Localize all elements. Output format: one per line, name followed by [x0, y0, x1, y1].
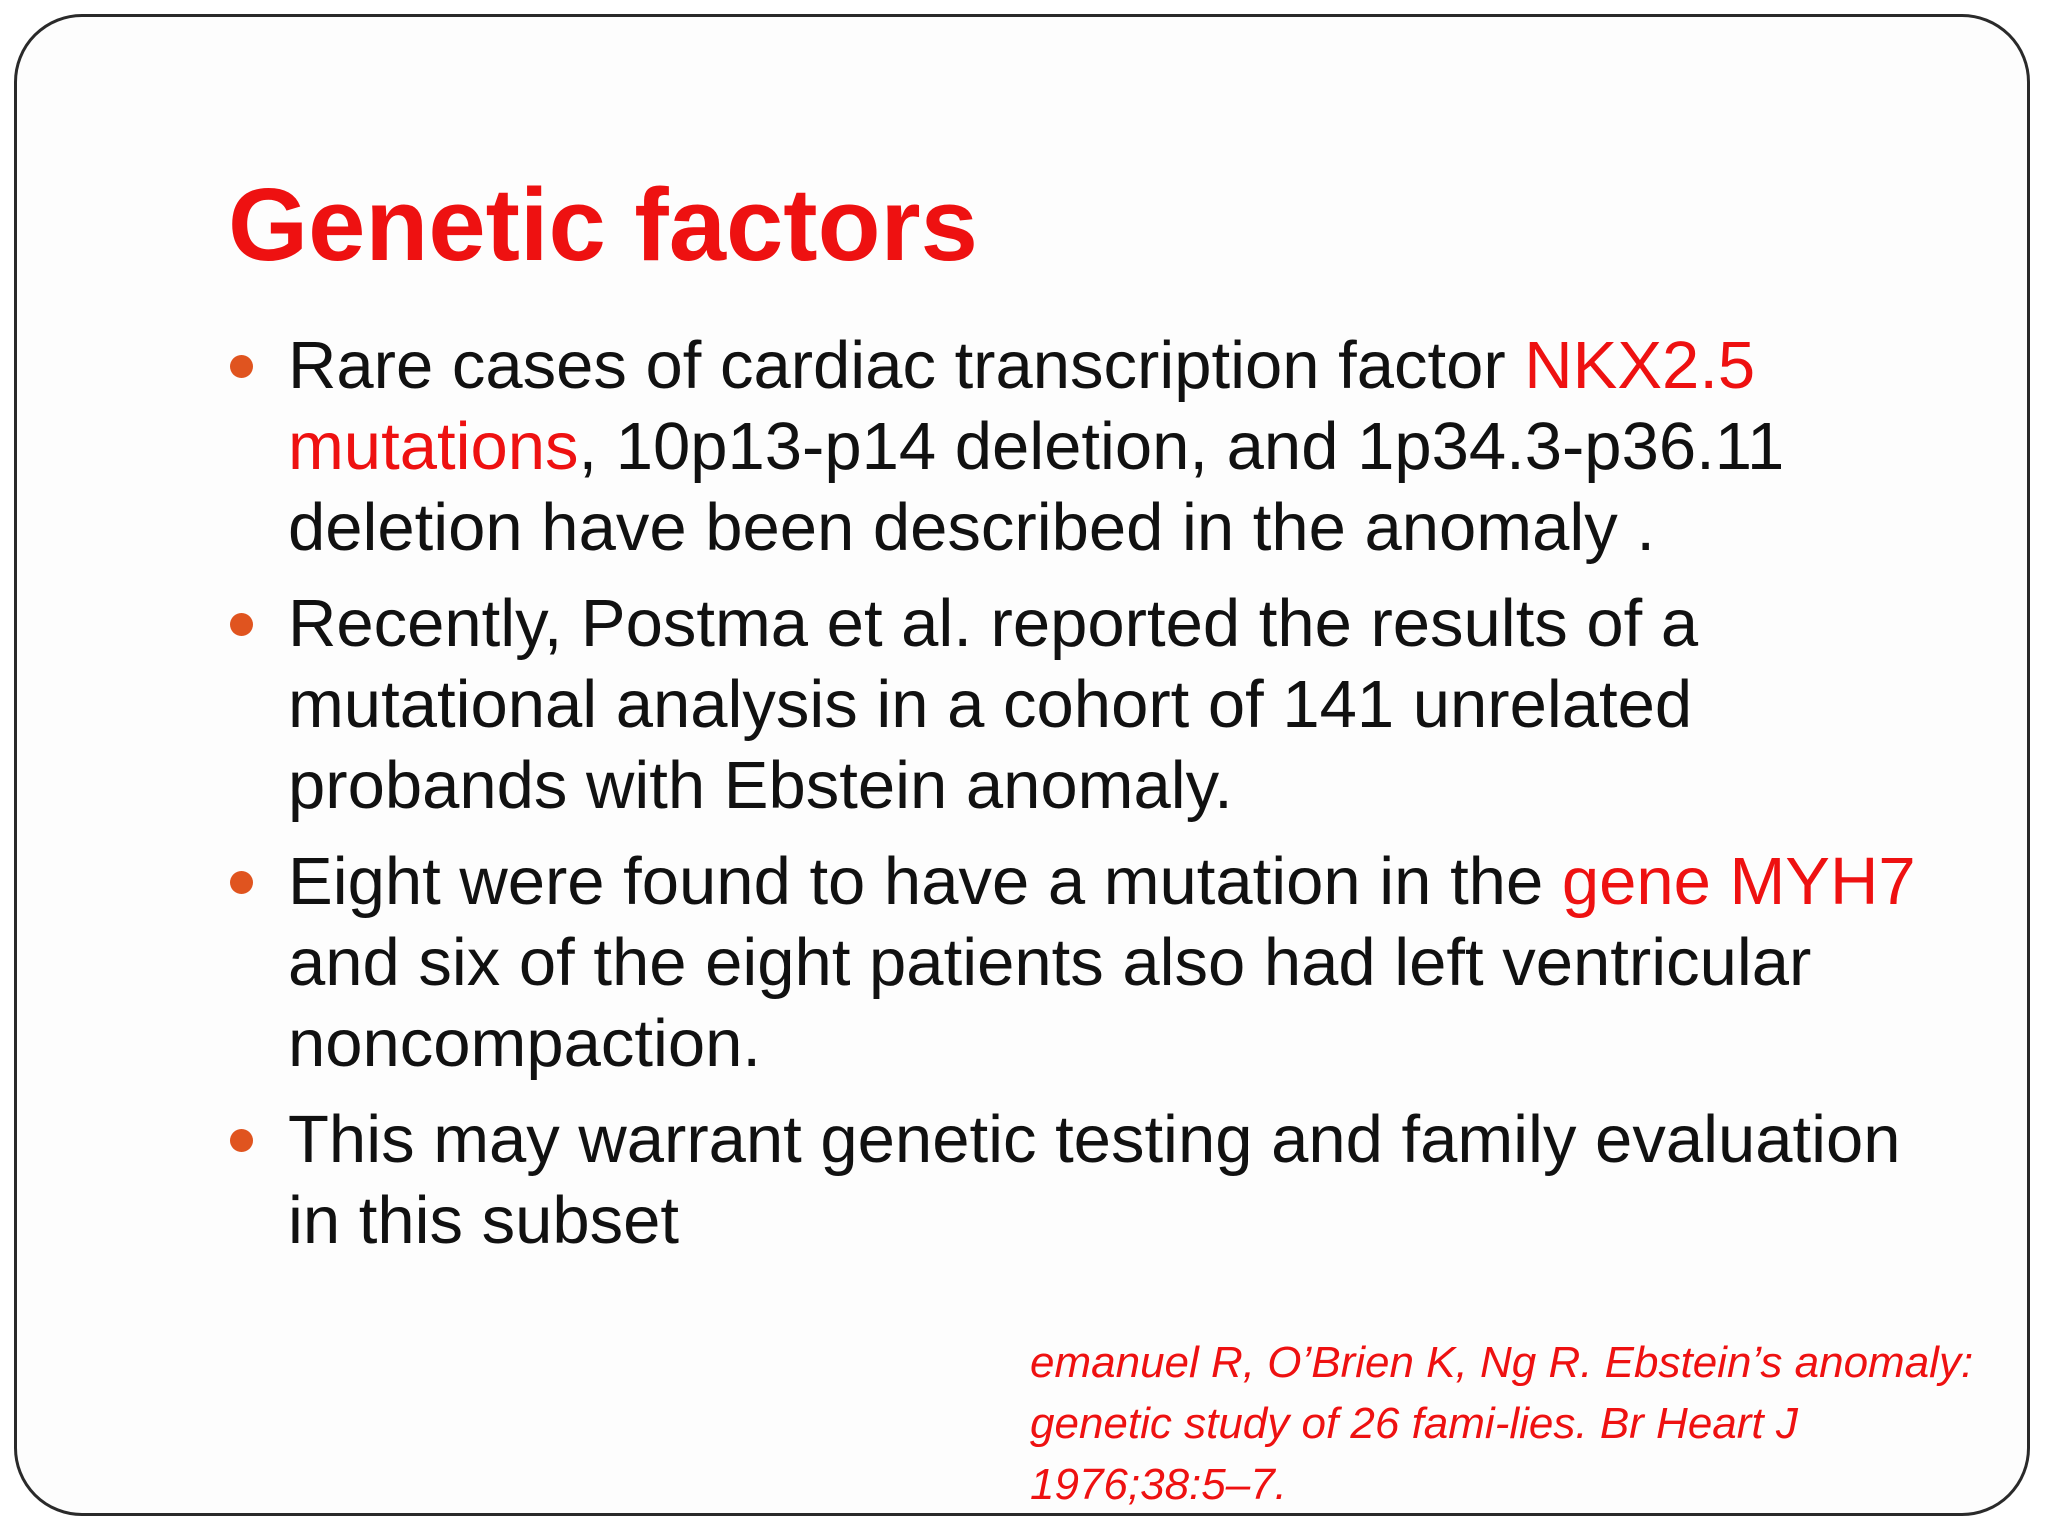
highlight-gene-myh7: gene MYH7	[1561, 844, 1916, 919]
bullet-text: and six of the eight patients also had left ventricular noncompaction.	[288, 925, 1812, 1081]
bullet-text: Recently, Postma et al. reported the results of a mutational analysis in a cohort of 141 unrelated probands with Ebstein anomaly.	[288, 586, 1699, 823]
bullet-list	[228, 325, 1948, 1276]
highlight-nkx25: NKX2.5 mutations	[288, 328, 1756, 484]
bullet-text: , 10p13-p14 deletion, and 1p34.3-p36.11 deletion have been described in the anomaly .	[288, 409, 1785, 565]
bullet-item-postma-study	[228, 583, 1948, 826]
bullet-text: Eight were found to have a mutation in the	[288, 844, 1562, 919]
bullet-text: Rare cases of cardiac transcription factor	[288, 328, 1525, 403]
bullet-dot-icon	[230, 1129, 253, 1152]
bullet-text: This may warrant genetic testing and family evaluation in this subset	[288, 1102, 1901, 1258]
bullet-dot-icon	[230, 871, 253, 894]
citation: emanuel R, O’Brien K, Ng R. Ebstein’s anomaly: genetic study of 26 fami-lies. Br Heart J 1976;38:5–7.	[1030, 1338, 1974, 1509]
slide-title: Genetic factors	[228, 167, 978, 282]
bullet-dot-icon	[230, 355, 253, 378]
bullet-dot-icon	[230, 613, 253, 636]
bullet-item-genetic-deletions	[228, 325, 1948, 568]
bullet-item-genetic-testing	[228, 1099, 1948, 1261]
bullet-item-myh7	[228, 841, 1948, 1084]
